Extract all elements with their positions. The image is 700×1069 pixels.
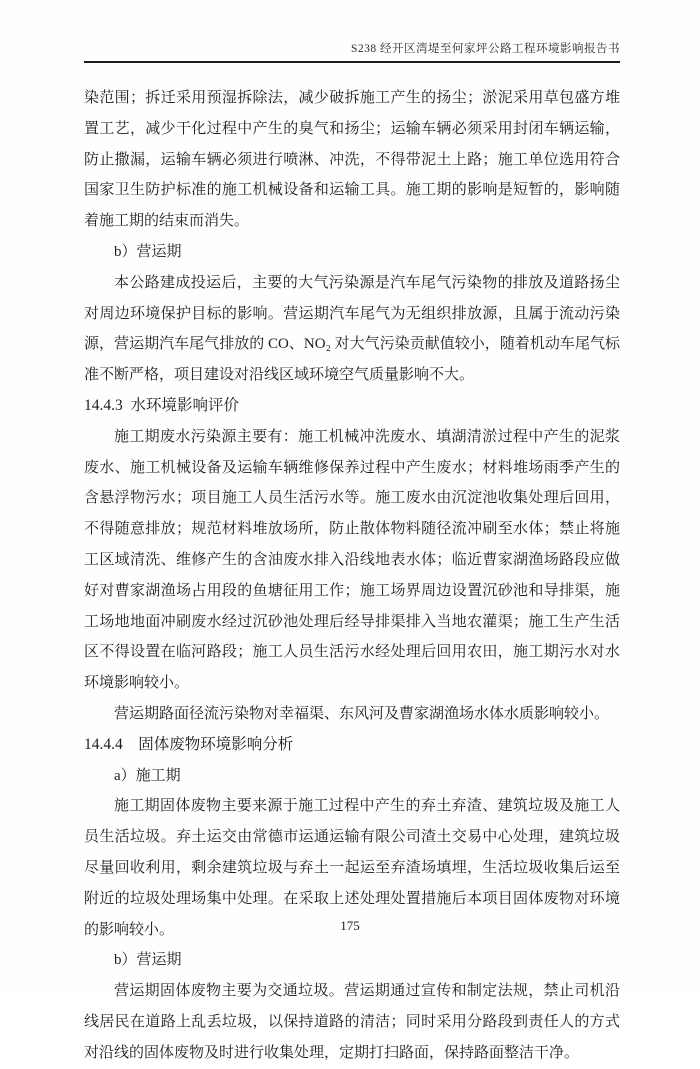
section-heading-14-4-4-solid-waste: 14.4.4 固体废物环境影响分析 <box>84 735 294 753</box>
page-number: 175 <box>340 918 360 933</box>
paragraph-dust-mitigation-continuation: 染范围；拆迁采用预湿拆除法，减少破拆施工产生的扬尘；淤泥采用草包盛方堆置工艺，减少干化过程中产生的臭气和扬尘；运输车辆必须采用封闭车辆运输，防止撒漏，运输车辆必须进行喷淋、冲洗，不得带泥土上路；施工单位选用符合国家卫生防护标准的施工机械设备和运输工具。施工期的影响是短暂的，影响随着施工期的结束而消失。 <box>84 90 620 230</box>
page-header <box>84 40 620 63</box>
paragraph-water-operation-impact: 营运期路面径流污染物对幸福渠、东风河及曹家湖渔场水体水质影响较小。 <box>114 705 610 722</box>
list-item-b-operation-period-air: b）营运期 <box>114 243 182 260</box>
paragraph-solid-waste-construction: 施工期固体废物主要来源于施工过程中产生的弃土弃渣、建筑垃圾及施工人员生活垃圾。弃土运交由常德市运通运输有限公司渣土交易中心处理，建筑垃圾尽量回收利用，剩余建筑垃圾与弃土一起运至弃渣场填埋，生活垃圾收集后运至附近的垃圾处理场集中处理。在采取上述处理处置措施后本项目固体废物对环境的影响较小。 <box>84 798 620 938</box>
section-heading-14-4-3-water-environment: 14.4.3 水环境影响评价 <box>84 396 240 414</box>
paragraph-air-operation-impact: 本公路建成投运后，主要的大气污染源是汽车尾气污染物的排放及道路扬尘对周边环境保护目标的影响。营运期汽车尾气为无组织排放源，且属于流动污染源，营运期汽车尾气排放的 CO、NO₂ 对大气污染贡献值较小，随着机动车尾气标准不断严格，项目建设对沿线区域环境空气质量影响不大。 <box>84 274 620 384</box>
page-footer <box>0 918 700 934</box>
list-item-a-construction-period: a）施工期 <box>114 767 181 784</box>
paragraph-solid-waste-operation: 营运期固体废物主要为交通垃圾。营运期通过宣传和制定法规，禁止司机沿线居民在道路上乱丢垃圾，以保持道路的清洁；同时采用分路段到责任人的方式对沿线的固体废物及时进行收集处理，定期打扫路面，保持路面整洁干净。 <box>84 983 620 1061</box>
paragraph-water-construction-impact: 施工期废水污染源主要有：施工机械冲洗废水、填湖清淤过程中产生的泥浆废水、施工机械设备及运输车辆维修保养过程中产生废水；材料堆场雨季产生的含悬浮物污水；项目施工人员生活污水等。施工废水由沉淀池收集处理后回用，不得随意排放；规范材料堆放场所，防止散体物料随径流冲刷至水体；禁止将施工区域清洗、维修产生的含油废水排入沿线地表水体；临近曹家湖渔场路段应做好对曹家湖渔场占用段的鱼塘征用工作；施工场界周边设置沉砂池和导排渠，施工场地地面冲刷废水经过沉砂池处理后经导排渠排入当地农灌渠；施工生产生活区不得设置在临河路段；施工人员生活污水经处理后回用农田，施工期污水对水环境影响较小。 <box>84 428 620 692</box>
report-header-title: S238 经开区湾堤至何家坪公路工程环境影响报告书 <box>350 43 620 55</box>
list-item-b-operation-period-solid: b）营运期 <box>114 952 182 969</box>
